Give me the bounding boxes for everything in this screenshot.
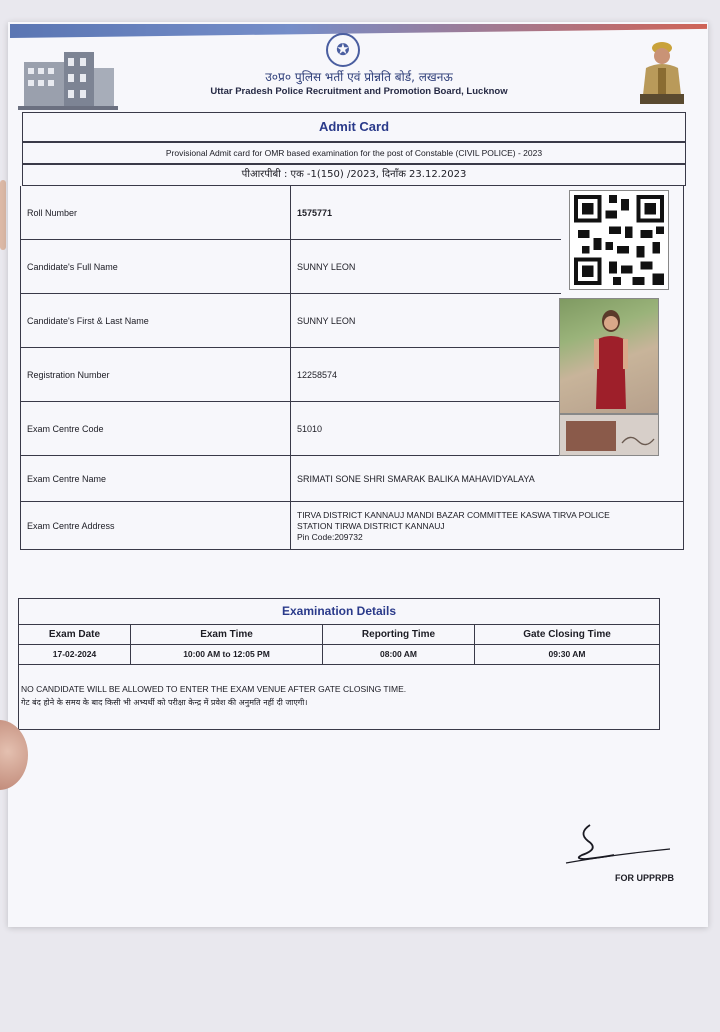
exam-date-value: 17-02-2024 <box>52 649 97 659</box>
table-row <box>21 456 683 502</box>
exam-schedule-table <box>19 625 659 665</box>
roll-number-label: Roll Number <box>21 186 291 239</box>
address-line-1: TIRVA DISTRICT KANNAUJ MANDI BAZAR COMMITTEE KASWA TIRVA POLICE <box>297 509 610 520</box>
finger-edge <box>0 180 6 250</box>
reporting-time-column <box>323 625 475 664</box>
candidate-figure <box>590 309 632 413</box>
exam-time-column <box>131 625 323 664</box>
signatory-label: FOR UPPRPB <box>615 873 675 883</box>
exam-centre-name-value: SRIMATI SONE SHRI SMARAK BALIKA MAHAVIDYALAYA <box>297 473 535 484</box>
admit-card-subtitle: Provisional Admit card for OMR based examination for the post of Constable (CIVIL POLICE) - 2023 <box>22 142 686 164</box>
exam-centre-code-value: 51010 <box>297 423 323 434</box>
reporting-time-value: 08:00 AM <box>379 649 417 659</box>
reporting-time-header: Reporting Time <box>323 625 474 645</box>
exam-centre-name-label: Exam Centre Name <box>21 456 291 501</box>
exam-time-header: Exam Time <box>131 625 322 645</box>
gate-notice <box>19 665 659 709</box>
police-officer-illustration <box>636 38 688 106</box>
candidate-details-table <box>20 186 684 550</box>
table-row <box>21 240 561 294</box>
header <box>14 28 704 110</box>
gate-closing-column <box>475 625 659 664</box>
table-row <box>21 186 561 240</box>
table-row <box>21 502 683 550</box>
org-name-english: Uttar Pradesh Police Recruitment and Promotion Board, Lucknow <box>210 86 508 97</box>
gate-closing-value: 09:30 AM <box>548 649 586 659</box>
first-last-name-value: SUNNY LEON <box>297 315 356 326</box>
candidate-signature-image <box>559 414 659 456</box>
table-row <box>21 402 559 456</box>
reference-number: पीआरपीबी : एक -1(150) /2023, दिनाँक 23.12.2023 <box>22 164 686 186</box>
registration-number-label: Registration Number <box>21 348 291 401</box>
qr-code <box>569 190 669 290</box>
examination-details <box>18 598 660 730</box>
full-name-value: SUNNY LEON <box>297 261 356 272</box>
first-last-name-label: Candidate's First & Last Name <box>21 294 291 347</box>
emblem-icon: ✪ <box>326 33 360 67</box>
org-name-hindi: उ०प्र० पुलिस भर्ती एवं प्रोन्नति बोर्ड, लखनऊ <box>265 70 453 84</box>
table-row <box>21 294 559 348</box>
roll-number-value: 1575771 <box>297 207 333 218</box>
exam-date-column <box>19 625 131 664</box>
address-line-2: STATION TIRWA DISTRICT KANNAUJ <box>297 520 445 531</box>
exam-centre-code-label: Exam Centre Code <box>21 402 291 455</box>
examination-details-title: Examination Details <box>19 599 659 625</box>
registration-number-value: 12258574 <box>297 369 338 380</box>
candidate-photo <box>559 298 659 414</box>
exam-date-header: Exam Date <box>19 625 130 645</box>
exam-centre-address-label: Exam Centre Address <box>21 502 291 550</box>
authority-signature <box>560 815 680 870</box>
admit-card-title: Admit Card <box>22 112 686 142</box>
table-row <box>21 348 559 402</box>
full-name-label: Candidate's Full Name <box>21 240 291 293</box>
exam-centre-address-value <box>291 502 683 550</box>
exam-time-value: 10:00 AM to 12:05 PM <box>183 649 270 659</box>
gate-notice-hindi: गेट बंद होने के समय के बाद किसी भी अभ्यर्थी को परीक्षा केन्द्र में प्रवेश की अनुमति नहीं दी जाएगी। <box>21 698 308 707</box>
address-line-3: Pin Code:209732 <box>297 531 363 542</box>
gate-notice-english: NO CANDIDATE WILL BE ALLOWED TO ENTER THE EXAM VENUE AFTER GATE CLOSING TIME. <box>21 684 407 694</box>
gate-closing-header: Gate Closing Time <box>475 625 659 645</box>
